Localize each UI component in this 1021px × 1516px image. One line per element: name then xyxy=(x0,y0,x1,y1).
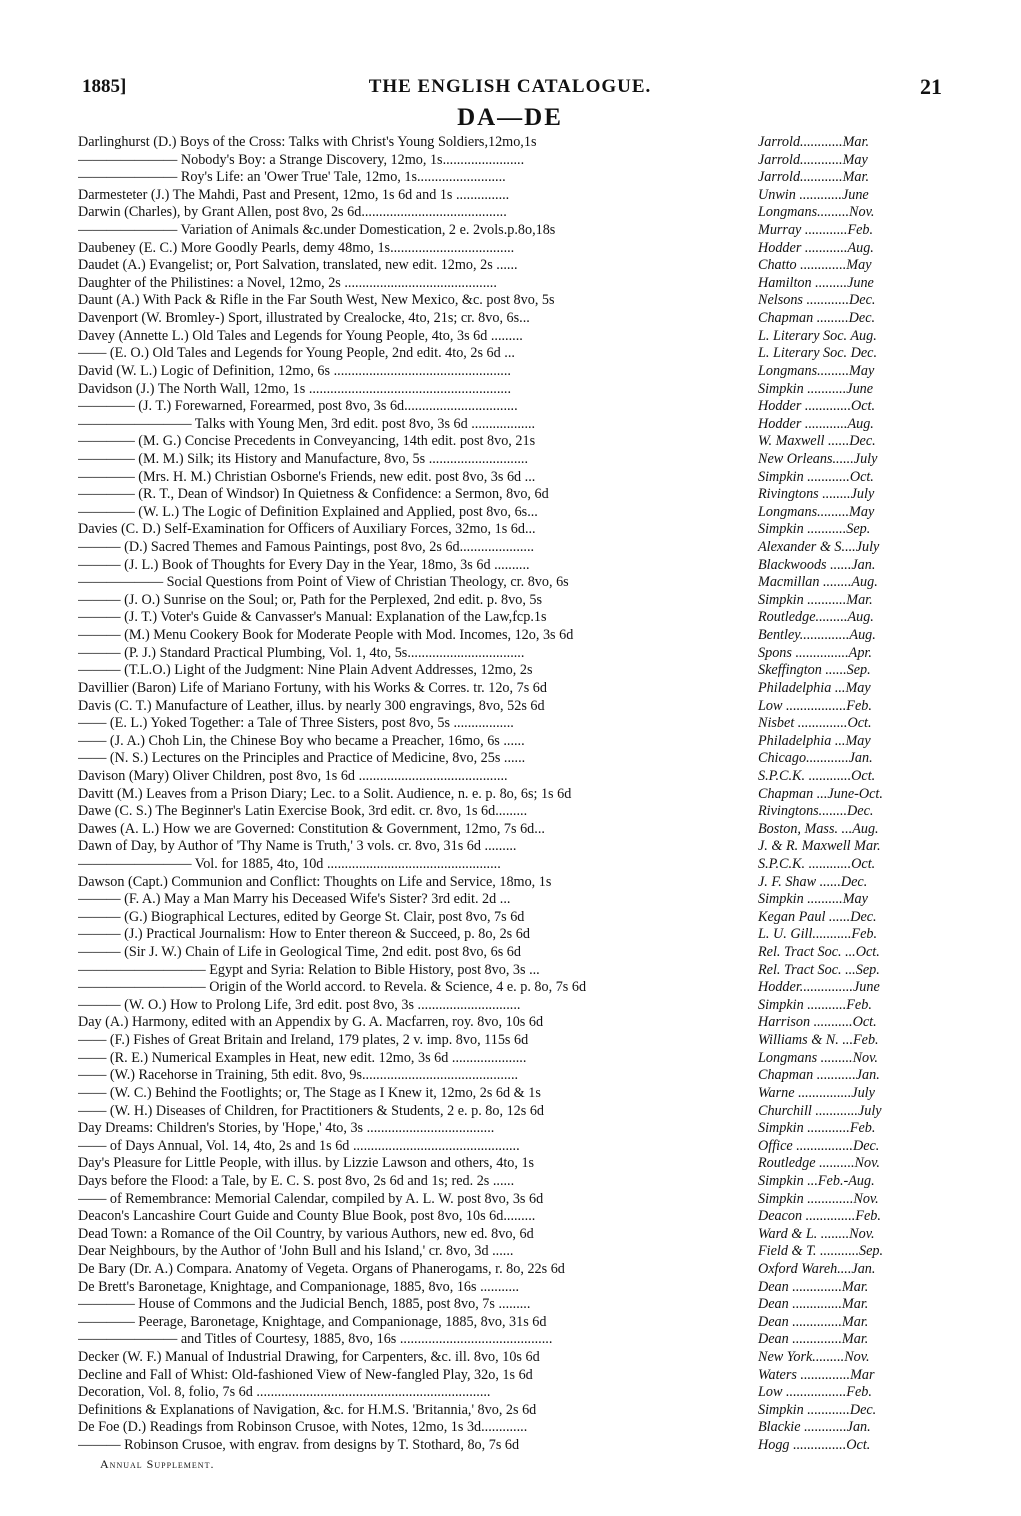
entry-title: Davidson (J.) The North Wall, 12mo, 1s ......................................................... xyxy=(78,380,512,397)
entry-title: De Brett's Baronetage, Knightage, and Companionage, 1885, 8vo, 16s ........... xyxy=(78,1278,520,1295)
entry-title: Darlinghurst (D.) Boys of the Cross: Talks with Christ's Young Soldiers,12mo,1s xyxy=(78,134,537,150)
catalogue-entry xyxy=(78,1120,942,1138)
catalogue-entry xyxy=(78,257,942,275)
entry-title: —— (E. L.) Yoked Together: a Tale of Three Sisters, post 8vo, 5s ................. xyxy=(78,715,514,732)
catalogue-entry xyxy=(78,1402,942,1420)
entry-publisher: Field & T. ...........Sep. xyxy=(758,1243,884,1260)
entry-publisher: Warne ...............July xyxy=(758,1084,875,1101)
catalogue-entry xyxy=(78,891,942,909)
entry-title: ————————— Origin of the World accord. to Revela. & Science, 4 e. p. 8o, 7s 6d xyxy=(78,979,587,996)
entry-title: Davey (Annette L.) Old Tales and Legends for Young People, 4to, 3s 6d ......... xyxy=(78,327,523,344)
entry-title: Darmesteter (J.) The Mahdi, Past and Present, 12mo, 1s 6d and 1s ............... xyxy=(78,186,510,203)
catalogue-entry xyxy=(78,1226,942,1244)
entry-title: Definitions & Explanations of Navigation, &c. for H.M.S. 'Britannia,' 8vo, 2s 6d xyxy=(78,1401,537,1418)
catalogue-entry xyxy=(78,1384,942,1402)
catalogue-entry xyxy=(78,662,942,680)
entry-title: ——— (J. T.) Voter's Guide & Canvasser's Manual: Explanation of the Law,fcp.1s xyxy=(78,609,547,626)
catalogue-entry xyxy=(78,504,942,522)
entry-publisher: Macmillan ........Aug. xyxy=(758,574,878,591)
catalogue-entry xyxy=(78,292,942,310)
catalogue-entry xyxy=(78,486,942,504)
entry-title: ———— Peerage, Baronetage, Knightage, and Companionage, 1885, 8vo, 31s 6d xyxy=(78,1313,547,1330)
catalogue-entry xyxy=(78,680,942,698)
entry-title: Davitt (M.) Leaves from a Prison Diary; Lec. to a Solit. Audience, n. e. p. 8o, 6s; 1s 6d xyxy=(78,785,572,802)
entry-title: ——— (G.) Biographical Lectures, edited by George St. Clair, post 8vo, 7s 6d xyxy=(78,908,525,925)
catalogue-entry xyxy=(78,1014,942,1032)
entry-publisher: New York.........Nov. xyxy=(758,1349,870,1366)
catalogue-entry xyxy=(78,328,942,346)
catalogue-entry xyxy=(78,874,942,892)
entry-publisher: Ward & L. ........Nov. xyxy=(758,1225,875,1242)
entry-title: Daudet (A.) Evangelist; or, Port Salvation, translated, new edit. 12mo, 2s ...... xyxy=(78,257,518,274)
entry-title: ——— (T.L.O.) Light of the Judgment: Nine Plain Advent Addresses, 12mo, 2s xyxy=(78,662,533,679)
catalogue-entry xyxy=(78,1155,942,1173)
catalogue-entry xyxy=(78,204,942,222)
catalogue-entry xyxy=(78,1314,942,1332)
footer-note: Annual Supplement. xyxy=(100,1456,215,1471)
entry-title: Davison (Mary) Oliver Children, post 8vo, 1s 6d .......................................... xyxy=(78,767,508,784)
catalogue-entry xyxy=(78,134,942,152)
entry-title: —— (W. H.) Diseases of Children, for Practitioners & Students, 2 e. p. 8o, 12s 6d xyxy=(78,1102,545,1119)
catalogue-entry xyxy=(78,1243,942,1261)
catalogue-entry xyxy=(78,1032,942,1050)
catalogue-entry xyxy=(78,169,942,187)
catalogue-entry xyxy=(78,433,942,451)
catalogue-entry xyxy=(78,187,942,205)
entry-title: David (W. L.) Logic of Definition, 12mo, 6s .................................................. xyxy=(78,362,511,379)
entry-publisher: Boston, Mass. ...Aug. xyxy=(758,820,879,837)
catalogue-entry xyxy=(78,786,942,804)
catalogue-entry xyxy=(78,557,942,575)
catalogue-entry xyxy=(78,1050,942,1068)
entry-title: ——— (J. O.) Sunrise on the Soul; or, Path for the Perplexed, 2nd edit. p. 8vo, 5s xyxy=(78,591,543,608)
entry-publisher: Chapman .........Dec. xyxy=(758,310,876,327)
entry-publisher: Simpkin ...........Feb. xyxy=(758,996,872,1013)
entry-publisher: Philadelphia ...May xyxy=(758,679,871,696)
entry-title: Day (A.) Harmony, edited with an Appendix by G. A. Macfarren, roy. 8vo, 10s 6d xyxy=(78,1014,544,1031)
entry-publisher: Bentley..............Aug. xyxy=(758,627,876,644)
entry-title: ——— (W. O.) How to Prolong Life, 3rd edit. post 8vo, 3s ............................. xyxy=(78,996,521,1013)
catalogue-entry xyxy=(78,1191,942,1209)
entry-publisher: Oxford Wareh....Jan. xyxy=(758,1261,876,1277)
catalogue-entry xyxy=(78,363,942,381)
entry-publisher: Longmans.........May xyxy=(758,503,875,520)
catalogue-entry xyxy=(78,1085,942,1103)
entry-title: Dawn of Day, by Author of 'Thy Name is Truth,' 3 vols. cr. 8vo, 31s 6d ......... xyxy=(78,838,517,855)
entry-publisher: New Orleans......July xyxy=(758,450,878,467)
catalogue-entry xyxy=(78,1279,942,1297)
entry-publisher: Churchill ............July xyxy=(758,1102,882,1119)
entry-title: De Bary (Dr. A.) Compara. Anatomy of Vegeta. Organs of Phanerogams, r. 8o, 22s 6d xyxy=(78,1261,565,1277)
entry-title: Decker (W. F.) Manual of Industrial Drawing, for Carpenters, &c. ill. 8vo, 10s 6d xyxy=(78,1349,540,1366)
catalogue-entry xyxy=(78,310,942,328)
entry-publisher: J. F. Shaw ......Dec. xyxy=(758,873,868,890)
entry-publisher: Hamilton .........June xyxy=(758,274,874,291)
entry-title: ——— (M.) Menu Cookery Book for Moderate People with Mod. Incomes, 12o, 3s 6d xyxy=(78,627,574,644)
catalogue-entry xyxy=(78,1261,942,1279)
entry-publisher: Blackwoods ......Jan. xyxy=(758,556,876,573)
entry-publisher: Hogg ...............Oct. xyxy=(758,1437,871,1454)
page-header xyxy=(78,74,942,106)
entry-title: Dawe (C. S.) The Beginner's Latin Exercise Book, 3rd edit. cr. 8vo, 1s 6d......... xyxy=(78,803,528,820)
entry-title: Deacon's Lancashire Court Guide and County Blue Book, post 8vo, 10s 6d......... xyxy=(78,1208,536,1225)
catalogue-entry xyxy=(78,750,942,768)
entry-publisher: Kegan Paul ......Dec. xyxy=(758,908,877,925)
entry-publisher: Simpkin ...........June xyxy=(758,380,874,397)
catalogue-entry xyxy=(78,1437,942,1455)
entry-publisher: Rel. Tract Soc. ...Oct. xyxy=(758,944,880,961)
catalogue-entry xyxy=(78,574,942,592)
entry-publisher: Rel. Tract Soc. ...Sep. xyxy=(758,961,880,978)
entry-title: ——————— Nobody's Boy: a Strange Discovery, 12mo, 1s....................... xyxy=(78,151,525,168)
entry-title: Decoration, Vol. 8, folio, 7s 6d .................................................................. xyxy=(78,1384,491,1401)
entry-publisher: L. Literary Soc. Dec. xyxy=(758,345,878,362)
entry-publisher: Nelsons ............Dec. xyxy=(758,292,876,309)
entry-title: —— (E. O.) Old Tales and Legends for Young People, 2nd edit. 4to, 2s 6d ... xyxy=(78,345,515,362)
entry-title: Davillier (Baron) Life of Mariano Fortuny, with his Works & Corres. tr. 12o, 7s 6d xyxy=(78,679,547,696)
range-heading: DA—DE xyxy=(457,104,563,131)
entry-publisher: Simpkin ............Feb. xyxy=(758,1120,876,1137)
catalogue-entry xyxy=(78,838,942,856)
entry-title: Dawson (Capt.) Communion and Conflict: Thoughts on Life and Service, 18mo, 1s xyxy=(78,873,552,890)
catalogue-entry xyxy=(78,733,942,751)
entry-title: Daughter of the Philistines: a Novel, 12mo, 2s ........................................... xyxy=(78,274,497,291)
entry-publisher: S.P.C.K. ............Oct. xyxy=(758,855,876,872)
entry-title: Decline and Fall of Whist: Old-fashioned View of New-fangled Play, 32o, 1s 6d xyxy=(78,1366,533,1383)
entry-publisher: L. Literary Soc. Aug. xyxy=(758,327,877,344)
catalogue-entry xyxy=(78,1367,942,1385)
entry-publisher: Nisbet ..............Oct. xyxy=(758,715,872,732)
entry-title: ——— (Sir J. W.) Chain of Life in Geological Time, 2nd edit. post 8vo, 6s 6d xyxy=(78,944,521,961)
catalogue-entry xyxy=(78,451,942,469)
catalogue-entry xyxy=(78,539,942,557)
catalogue-entry xyxy=(78,1067,942,1085)
catalogue-entry xyxy=(78,821,942,839)
catalogue-entry xyxy=(78,645,942,663)
entry-title: Day's Pleasure for Little People, with illus. by Lizzie Lawson and others, 4to, 1s xyxy=(78,1155,535,1172)
entry-title: Davenport (W. Bromley-) Sport, illustrated by Crealocke, 4to, 21s; cr. 8vo, 6s... xyxy=(78,310,530,327)
entry-title: ——— (F. A.) May a Man Marry his Deceased Wife's Sister? 3rd edit. 2d ... xyxy=(78,891,511,908)
entry-publisher: Simpkin ............Dec. xyxy=(758,1401,877,1418)
catalogue-entry xyxy=(78,926,942,944)
entry-publisher: S.P.C.K. ............Oct. xyxy=(758,767,876,784)
entry-title: ——————— and Titles of Courtesy, 1885, 8vo, 16s ........................................... xyxy=(78,1331,553,1348)
catalogue-entry xyxy=(78,1173,942,1191)
entry-publisher: Unwin ............June xyxy=(758,186,869,203)
catalogue-entry xyxy=(78,222,942,240)
entry-title: ———— (R. T., Dean of Windsor) In Quietness & Confidence: a Sermon, 8vo, 6d xyxy=(78,486,549,503)
catalogue-entry xyxy=(78,398,942,416)
entry-title: Day Dreams: Children's Stories, by 'Hope,' 4to, 3s .................................... xyxy=(78,1120,495,1137)
catalogue-entry xyxy=(78,944,942,962)
entry-publisher: J. & R. Maxwell Mar. xyxy=(758,838,881,855)
entry-list xyxy=(78,134,942,1455)
entry-publisher: Jarrold............Mar. xyxy=(758,134,870,150)
entry-title: Dawes (A. L.) How we are Governed: Constitution & Government, 12mo, 7s 6d... xyxy=(78,820,545,837)
entry-publisher: Deacon ..............Feb. xyxy=(758,1208,881,1225)
entry-publisher: Simpkin ..........May xyxy=(758,891,868,908)
entry-publisher: Jarrold............May xyxy=(758,151,868,168)
catalogue-entry xyxy=(78,698,942,716)
entry-title: —— (W.) Racehorse in Training, 5th edit. 8vo, 9s............................................ xyxy=(78,1067,519,1084)
entry-title: Daunt (A.) With Pack & Rifle in the Far South West, New Mexico, &c. post 8vo, 5s xyxy=(78,292,555,309)
entry-title: Darwin (Charles), by Grant Allen, post 8vo, 2s 6d......................................... xyxy=(78,204,507,221)
entry-publisher: Blackie ............Jan. xyxy=(758,1419,871,1436)
entry-title: Dead Town: a Romance of the Oil Country, by various Authors, new ed. 8vo, 6d xyxy=(78,1225,534,1242)
header-title: THE ENGLISH CATALOGUE. xyxy=(368,76,652,97)
entry-title: ———————— Vol. for 1885, 4to, 10d ................................................. xyxy=(78,855,501,872)
entry-publisher: Skeffington ......Sep. xyxy=(758,662,871,679)
catalogue-entry xyxy=(78,768,942,786)
catalogue-entry xyxy=(78,627,942,645)
catalogue-entry xyxy=(78,1419,942,1437)
entry-publisher: Hodder...............June xyxy=(758,979,880,996)
catalogue-entry xyxy=(78,715,942,733)
catalogue-entry xyxy=(78,803,942,821)
entry-publisher: Philadelphia ...May xyxy=(758,732,871,749)
entry-publisher: Longmans.........May xyxy=(758,362,875,379)
entry-publisher: Simpkin .............Nov. xyxy=(758,1190,879,1207)
entry-title: ——— Robinson Crusoe, with engrav. from designs by T. Stothard, 8o, 7s 6d xyxy=(78,1437,520,1454)
entry-publisher: Low .................Feb. xyxy=(758,697,872,714)
catalogue-entry xyxy=(78,592,942,610)
entry-title: —— of Remembrance: Memorial Calendar, compiled by A. L. W. post 8vo, 3s 6d xyxy=(78,1190,544,1207)
catalogue-entry xyxy=(78,469,942,487)
entry-title: Days before the Flood: a Tale, by E. C. S. post 8vo, 2s 6d and 1s; red. 2s ...... xyxy=(78,1172,515,1189)
entry-publisher: Harrison ...........Oct. xyxy=(758,1014,877,1031)
entry-title: —— (J. A.) Choh Lin, the Chinese Boy who became a Preacher, 16mo, 6s ...... xyxy=(78,732,525,749)
catalogue-entry xyxy=(78,1331,942,1349)
catalogue-entry xyxy=(78,1296,942,1314)
entry-publisher: Alexander & S....July xyxy=(758,539,880,556)
entry-title: Davies (C. D.) Self-Examination for Officers of Auxiliary Forces, 32mo, 1s 6d... xyxy=(78,521,536,538)
entry-publisher: Waters ..............Mar xyxy=(758,1366,875,1383)
entry-publisher: Dean ..............Mar. xyxy=(758,1313,869,1330)
entry-publisher: Dean ..............Mar. xyxy=(758,1296,869,1313)
entry-title: —— (N. S.) Lectures on the Principles and Practice of Medicine, 8vo, 25s ...... xyxy=(78,750,526,767)
entry-title: ———————— Talks with Young Men, 3rd edit. post 8vo, 3s 6d .................. xyxy=(78,415,536,432)
entry-publisher: L. U. Gill...........Feb. xyxy=(758,926,878,943)
entry-publisher: Simpkin ...........Mar. xyxy=(758,591,873,608)
entry-publisher: Chatto .............May xyxy=(758,257,872,274)
entry-publisher: Hodder .............Oct. xyxy=(758,398,876,415)
entry-publisher: Rivingtons........Dec. xyxy=(758,803,874,820)
page-number: 21 xyxy=(920,74,942,99)
entry-title: ——— (J. L.) Book of Thoughts for Every Day in the Year, 18mo, 3s 6d .......... xyxy=(78,556,530,573)
entry-publisher: Jarrold............Mar. xyxy=(758,169,870,186)
entry-publisher: Hodder ............Aug. xyxy=(758,415,874,432)
catalogue-entry xyxy=(78,521,942,539)
entry-publisher: Rivingtons ........July xyxy=(758,486,875,503)
entry-title: ———— (M. M.) Silk; its History and Manufacture, 8vo, 5s ............................ xyxy=(78,450,529,467)
entry-title: ———— (J. T.) Forewarned, Forearmed, post 8vo, 3s 6d................................ xyxy=(78,398,518,415)
catalogue-entry xyxy=(78,997,942,1015)
catalogue-entry xyxy=(78,1349,942,1367)
entry-title: ——— (P. J.) Standard Practical Plumbing, Vol. 1, 4to, 5s................................. xyxy=(78,644,525,661)
entry-publisher: Dean ..............Mar. xyxy=(758,1278,869,1295)
catalogue-entry xyxy=(78,1103,942,1121)
entry-title: ——— (J.) Practical Journalism: How to Enter thereon & Succeed, p. 8o, 2s 6d xyxy=(78,926,530,943)
header-year: 1885] xyxy=(82,76,127,97)
catalogue-entry xyxy=(78,856,942,874)
entry-publisher: Longmans .........Nov. xyxy=(758,1049,878,1066)
catalogue-entry xyxy=(78,1208,942,1226)
catalogue-page xyxy=(78,74,942,1472)
entry-publisher: Chapman ...June-Oct. xyxy=(758,785,883,802)
entry-publisher: Hodder ............Aug. xyxy=(758,239,874,256)
catalogue-entry xyxy=(78,152,942,170)
entry-title: ————————— Egypt and Syria: Relation to Bible History, post 8vo, 3s ... xyxy=(78,961,540,978)
catalogue-entry xyxy=(78,275,942,293)
entry-title: ——————— Roy's Life: an 'Ower True' Tale, 12mo, 1s......................... xyxy=(78,169,506,186)
entry-publisher: Simpkin ...........Sep. xyxy=(758,521,871,538)
entry-title: —— of Days Annual, Vol. 14, 4to, 2s and 1s 6d ............................................... xyxy=(78,1137,520,1154)
entry-title: Davis (C. T.) Manufacture of Leather, illus. by nearly 300 engravings, 8vo, 52s 6d xyxy=(78,697,545,714)
catalogue-entry xyxy=(78,381,942,399)
entry-title: ———— House of Commons and the Judicial Bench, 1885, post 8vo, 7s ......... xyxy=(78,1296,531,1313)
entry-publisher: Simpkin ............Oct. xyxy=(758,468,874,485)
entry-publisher: Office ................Dec. xyxy=(758,1137,880,1154)
entry-title: —— (W. C.) Behind the Footlights; or, The Stage as I Knew it, 12mo, 2s 6d & 1s xyxy=(78,1084,541,1101)
entry-publisher: Routledge ..........Nov. xyxy=(758,1155,880,1172)
entry-title: ———— (M. G.) Concise Precedents in Conveyancing, 14th edit. post 8vo, 21s xyxy=(78,433,536,450)
entry-publisher: Spons ...............Apr. xyxy=(758,644,872,661)
catalogue-entry xyxy=(78,909,942,927)
entry-publisher: W. Maxwell ......Dec. xyxy=(758,433,876,450)
entry-title: Daubeney (E. C.) More Goodly Pearls, demy 48mo, 1s................................... xyxy=(78,239,515,256)
entry-title: Dear Neighbours, by the Author of 'John Bull and his Island,' cr. 8vo, 3d ...... xyxy=(78,1243,514,1260)
entry-title: ———— (Mrs. H. M.) Christian Osborne's Friends, new edit. post 8vo, 3s 6d ... xyxy=(78,468,536,485)
entry-title: ——— (D.) Sacred Themes and Famous Paintings, post 8vo, 2s 6d..................... xyxy=(78,539,535,556)
catalogue-entry xyxy=(78,345,942,363)
entry-publisher: Simpkin ...Feb.-Aug. xyxy=(758,1172,875,1189)
entry-title: —— (F.) Fishes of Great Britain and Ireland, 179 plates, 2 v. imp. 8vo, 115s 6d xyxy=(78,1032,529,1049)
entry-publisher: Low .................Feb. xyxy=(758,1384,872,1401)
entry-publisher: Chicago............Jan. xyxy=(758,750,873,767)
entry-publisher: Longmans.........Nov. xyxy=(758,204,875,221)
catalogue-entry xyxy=(78,962,942,980)
catalogue-entry xyxy=(78,1138,942,1156)
entry-publisher: Murray ............Feb. xyxy=(758,222,874,239)
catalogue-entry xyxy=(78,609,942,627)
entry-publisher: Dean ..............Mar. xyxy=(758,1331,869,1348)
catalogue-entry xyxy=(78,416,942,434)
entry-publisher: Routledge.........Aug. xyxy=(758,609,874,626)
entry-title: —————— Social Questions from Point of View of Christian Theology, cr. 8vo, 6s xyxy=(78,574,569,591)
entry-title: ——————— Variation of Animals &c.under Domestication, 2 e. 2vols.p.8o,18s xyxy=(78,222,556,239)
entry-title: De Foe (D.) Readings from Robinson Crusoe, with Notes, 12mo, 1s 3d............. xyxy=(78,1419,528,1436)
catalogue-entry xyxy=(78,240,942,258)
entry-title: —— (R. E.) Numerical Examples in Heat, new edit. 12mo, 3s 6d ..................... xyxy=(78,1049,527,1066)
entry-publisher: Chapman ...........Jan. xyxy=(758,1067,880,1084)
catalogue-entry xyxy=(78,979,942,997)
entry-publisher: Williams & N. ...Feb. xyxy=(758,1032,879,1049)
entry-title: ———— (W. L.) The Logic of Definition Explained and Applied, post 8vo, 6s... xyxy=(78,503,538,520)
